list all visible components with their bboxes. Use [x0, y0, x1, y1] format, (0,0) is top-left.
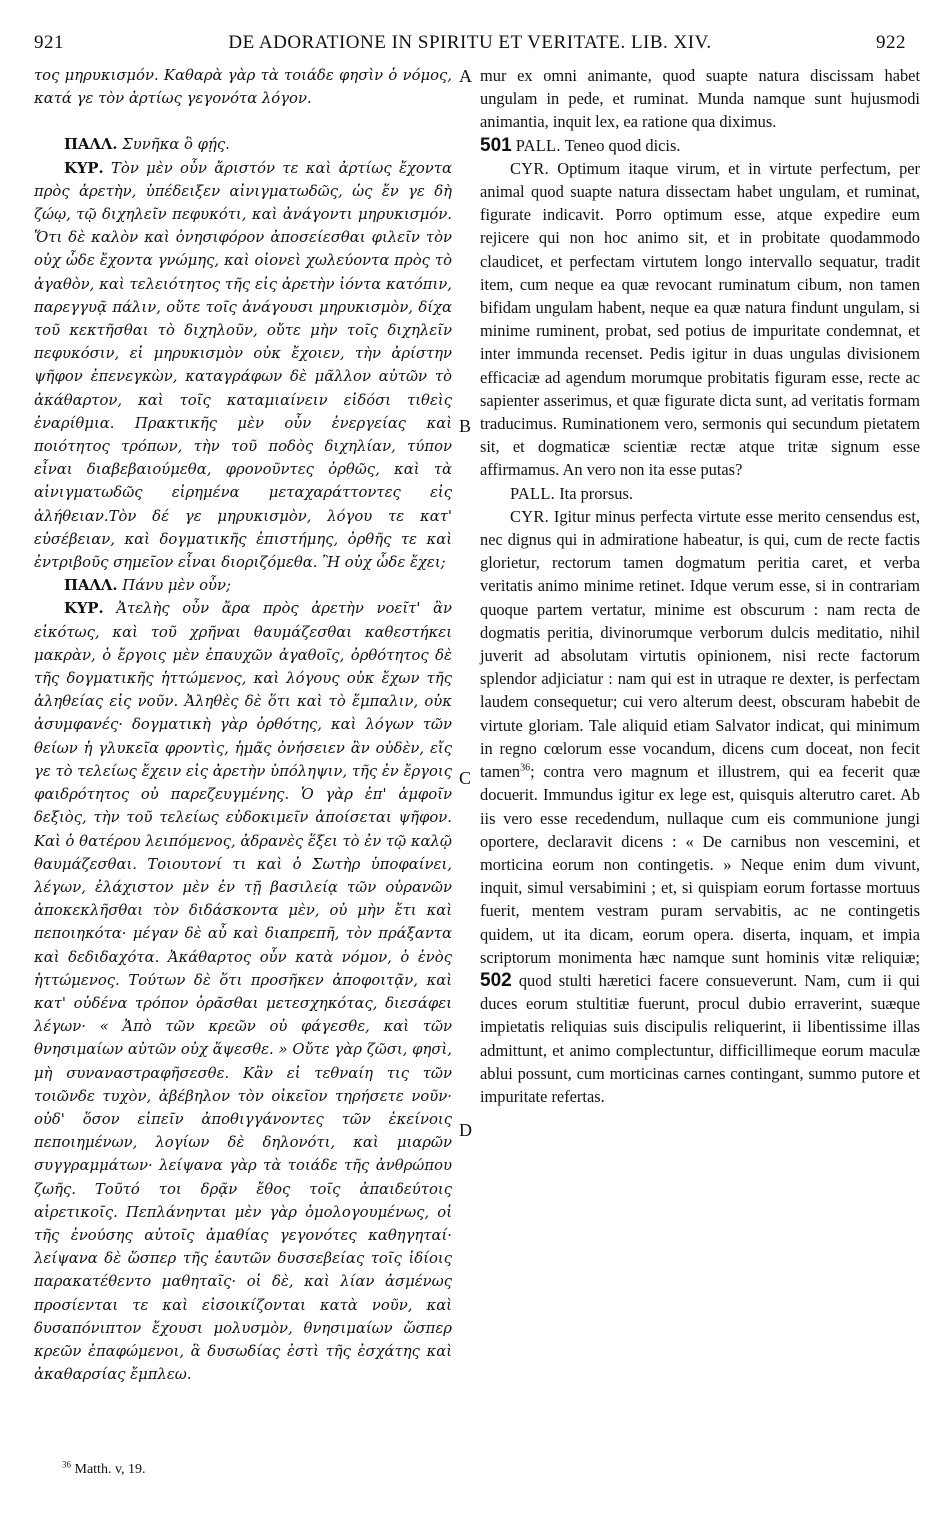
speaker-label: ΚΥΡ. [64, 600, 104, 618]
greek-text: Συνῆκα ὃ φῄς. [122, 136, 230, 154]
greek-text: Ἀτελὴς οὖν ἄρα πρὸς ἀρετὴν νοεῖτ' ἂν εἰκότως, καὶ τοῦ χρῆναι θαυμάζεσθαι καθεστήκει μακρὰν, ὁ ἔργοις μὲν ἐπαυχῶν ἀγαθοῖς, ὀρθότητος δὲ τῆς δογματικῆς ἡττώμενος, καὶ λόγους οὐκ ἔχων τῆς ἀληθείας εἰς νοῦν. Ἀληθὲς δὲ ὅτι καὶ τὸ ἔμπαλιν, οὐκ ἀσυμφανές· δογματικὴ γὰρ ὀρθότης, καὶ λόγων τῶν θείων ἡ γλυκεῖα φροντὶς, ἡμᾶς ὀνήσειεν ἂν οὐδὲν, εἴς γε τὸ τελείως ἔχειν εἰς ἀρετὴν ὑπόληψιν, τῆς ἐν ἔργοις φαιδρότητος οὐ παρεζευγμένης. Ὁ γὰρ ἐπ' ἀμφοῖν δεξιὸς, τὴν τοῦ τελείως εὐδοκιμεῖν ἀποίσεται ψῆφον. Καὶ ὁ θατέρου λειπόμενος, ἀδρανὲς ἕξει τὸ ἐν τῷ καλῷ θαυμάζεσθαι. Τοιουτονί τι καὶ ὁ Σωτὴρ ὑποφαίνει, λέγων, ἐλάχιστον μὲν ἐν τῇ βασιλείᾳ τῶν οὐρανῶν ἀποκεκλῆσθαι τὸν διδάσκοντα μὲν, οὐ μὴν ἔτι καὶ πεποιηκότα· μέγαν δὲ αὖ καὶ διαπρεπῆ, τὸν πράξαντα καὶ δεδιδαχότα. Ἀκάθαρτος οὖν κατὰ νόμον, ὁ ἑνὸς ἡττώμενος. Τούτων δὲ ὅτι προσῆκεν ἀποφοιτᾷν, καὶ κατ' οὐδένα τρόπον ὁρᾶσθαι μετεσχηκότας, διεσάφει λέγων· « Ἀπὸ τῶν κρεῶν οὐ φάγεσθε, καὶ τῶν θνησιμαίων αὐτῶν οὐχ ἅψεσθε. » Οὔτε γὰρ ζῶσι, φησὶ, μὴ συναναστραφῆσεσθε. Κἂν εἰ τεθναίη τις τῶν τοιῶνδε τυχὸν, ἀβέβηλον τὸν οἰκεῖον τηρήσετε νοῦν· οὐδ' ὅσον εἰπεῖν ἀποθιγγάνοντες τῶν ἐκείνοις πεποιημένων, λογίων δὲ δηλονότι, καὶ μιαρῶν συγγραμμάτων· λείψανα γὰρ τὰ τοιάδε τῆς ἀνθρώπου ζωῆς. Τοῦτό τοι δρᾷν ἔθος τοῖς ἀπαιδεύτοις αἱρετικοῖς. Πεπλάνηνται μὲν γὰρ ὁμολογουμένως, οἱ τῆς ἐνούσης αὐτοῖς ἀμαθίας γεγονότες καθηγηταί· λείψανα δὲ ὥσπερ τῆς ἑαυτῶν δυσσεβείας τοῖς ἰδίοις παρακατέθεντο μαθηταῖς· οἱ δὲ, καὶ λίαν ἀσμένως προσίενται τε καὶ εἰσοικίζονται κατὰ νοῦν, καὶ δυσαπόνιπτον ἔχουσι μολυσμὸν, θνησιμαίων ὥσπερ κρεῶν ἐπαφώμενοι, ἃ δυσωδίας ἐστὶ τῆς ἐσχάτης καὶ ἀκαθαρσίας ἔμπλεω. [34, 600, 452, 1384]
latin-text: ; contra vero magnum et illustrem, qui ea fecerit quæ docuerit. Immundus igitur ex lege est, quisquis alterutro caret. Ab iis vero esse recedendum, nullaque cum eis communione jungi oportere, declaravit dicens : « De carnibus non vescemini, et morticina eorum non contingetis. » Neque enim dum vivunt, inquit, simul versabimini ; et, si quispiam eorum fortasse mortuus fuerit, mentem vestram puram servabitis, ac ne contingetis quidem, ut ita dicam, eorum opera. diserta, inquam, et impia scriptorum monimenta hæc namque sunt hominis vitæ reliquiæ; [480, 762, 920, 967]
greek-paragraph [34, 133, 452, 156]
latin-paragraph [480, 482, 920, 505]
speaker-label: PALL. [510, 483, 556, 503]
greek-text: Τὸν μὲν οὖν ἄριστόν τε καὶ ἀρτίως ἔχοντα πρὸς ἀρετὴν, ὑπέδειξεν αἰνιγματωδῶς, ὡς ἔν γε δὴ ζώῳ, τῷ διχηλεῖν πεφυκότι, καὶ ἀνάγοντι μηρυκισμόν. Ὅτι δὲ καλὸν καὶ ὀνησιφόρον ἀποσείεσθαι φιλεῖν τὸν οὐχ ὧδε ἔχοντα γνώμης, καὶ οἱονεὶ χωλεύοντα πρὸς τὸ ἀγαθὸν, καὶ τελειότητος τῆς εἰς ἀρετὴν ἰόντα κατόπιν, παρεγγυᾷ πάλιν, οὔτε τοῖς ἀνάγουσι μηρυκισμὸν, δίχα τοῦ κεκτῆσθαι τὸ διχηλοῦν, οὔτε μὴν τοῖς διχηλεῖν πεφυκόσιν, εἰ μηρυκισμὸν οὐκ ἔχοιεν, τὴν ἀρίστην ψῆφον ἐπενεγκὼν, καταγράφων δὲ μᾶλλον αὐτῶν τὸ ἀκάθαρτον, καὶ τοῖς καταμιαίνειν εἰδόσι τιθεὶς ἐναρίθμια. Πρακτικῆς μὲν οὖν ἐνεργείας καὶ ποιότητος τρόπων, τὴν τοῦ ποδὸς διχηλίαν, τύπον εἶναι διαβεβαιούμεθα, φρονοῦντες ὀρθῶς, καὶ τὰ αἰνιγματωδῶς εἰρημένα μεταχαράττοντες εἰς ἀλήθειαν.Τὸν δέ γε μηρυκισμὸν, λόγου τε κατ' εὐσέβειαν, καὶ δογματικῆς ἐπιστήμης, ὀρθῆς τε καὶ ἐντριβοῦς σημεῖον εἶναι διοριζόμεθα. Ἢ οὐχ ὧδε ἔχει; [34, 159, 452, 572]
footnote-text: Matth. v, 19. [74, 1462, 146, 1477]
latin-paragraph [480, 134, 920, 157]
greek-paragraph [34, 597, 452, 1386]
margin-marker-b: B [459, 416, 472, 436]
greek-text: Πάνυ μὲν οὖν; [122, 577, 232, 595]
running-title: DE ADORATIONE IN SPIRITU ET VERITATE. LIB. XIV. [228, 32, 712, 53]
greek-paragraph [34, 574, 452, 597]
margin-marker-c: C [459, 768, 472, 788]
latin-text: Teneo quod dicis. [564, 135, 681, 155]
speaker-label: CYR. [510, 506, 549, 526]
speaker-label: PALL. [515, 135, 561, 155]
column-number: 501 [480, 134, 512, 156]
footnote [62, 1459, 146, 1478]
page-number-left: 921 [34, 32, 64, 53]
footnote-number: 36 [62, 1459, 71, 1470]
footnote-reference: 36 [520, 762, 531, 774]
speaker-label: ΚΥΡ. [64, 159, 104, 177]
speaker-label: ΠΑΛΛ. [64, 136, 118, 154]
greek-paragraph: τος μηρυκισμόν. Καθαρὰ γὰρ τὰ τοιάδε φησὶν ὁ νόμος, κατά γε τὸν ἀρτίως γεγονότα λόγον. [34, 67, 452, 108]
latin-text: quod stulti hæretici facere consueverunt. Nam, cum ii qui duces eorum stultitiæ fuerunt, procul dubio erraverint, suæque impietatis reliquias suis discipulis reliquerint, ii libentissime illas admittunt, et animo complectuntur, difficillimeque eorum maculæ ablui possunt, cum morticinas carnes contingant, summo putore et impuritate refertas. [480, 970, 920, 1106]
greek-paragraph [34, 157, 452, 575]
latin-paragraph [480, 505, 920, 1108]
latin-column [480, 64, 920, 1108]
latin-text: Optimum itaque virum, et in virtute perfectum, per animal quod suapte natura dissectam habet ungulam, et ruminat, figurate indicavit. Porro optimum esse, atque expedire eum rejicere qui non hoc animo sit, et in probitate quodammodo claudicet, et perfectam virtutem longo intervallo sequatur, tradit item, cum neque ea quæ revocant ruminatum cibum, non tamen bifidam ungulam habent, neque ea quæ natura findunt ungulam, si minime ruminent, probat, sed potius de impuritate condemnat, et inter immunda recenset. Pedis igitur in duas ungulas divisionem efficaciæ ad agendum morumque probitatis figuram esse, recte ac sapienter asserimus, et quæ figurate dicta sunt, ad veritatis formam traducimus. Ruminationem vero, sermonis qui secundum pietatem sit, et dogmaticæ scientiæ rectæ atque tritæ signum esse affirmamus. An vero non ita esse putas? [480, 158, 920, 480]
column-number: 502 [480, 969, 512, 991]
page-number-right: 922 [876, 32, 906, 53]
latin-text: Ita prorsus. [559, 483, 633, 503]
running-header [34, 32, 906, 56]
latin-text: Igitur minus perfecta virtute esse merito censendus est, nec dignus qui in admiratione habeatur, is qui, cum de recte factis glorietur, rectorum tamen dogmatum peritia caret, et verba veritatis animo minime retinet. Idque verum esse, si in contrariam quoque partem vertatur, minime est obscurum : nam recta de dogmatis peritia, divinorumque verborum dulcis meditatio, nihil juverit ad absolutam virtutis opinionem, nisi recte factorum splendor adjiciatur : nam qui est in utraque re dexter, is perfectam laudem consequetur; cui vero alterum deest, obscuram habebit de virtute gloriam. Tale aliquid etiam Salvator indicat, qui minimum in regno cœlorum esse vocandum, dicens cum doceat, non fecit tamen [480, 506, 920, 782]
speaker-label: ΠΑΛΛ. [64, 577, 118, 595]
latin-paragraph: mur ex omni animante, quod suapte natura discissam habet ungulam in pede, et ruminat. Munda namque sunt hujusmodi animantia, inquit lex, ea ratione qua diximus. [480, 66, 920, 132]
speaker-label: CYR. [510, 158, 549, 178]
margin-marker-a: A [459, 66, 472, 86]
greek-column [34, 64, 452, 1386]
latin-paragraph [480, 157, 920, 482]
margin-marker-d: D [459, 1120, 472, 1140]
